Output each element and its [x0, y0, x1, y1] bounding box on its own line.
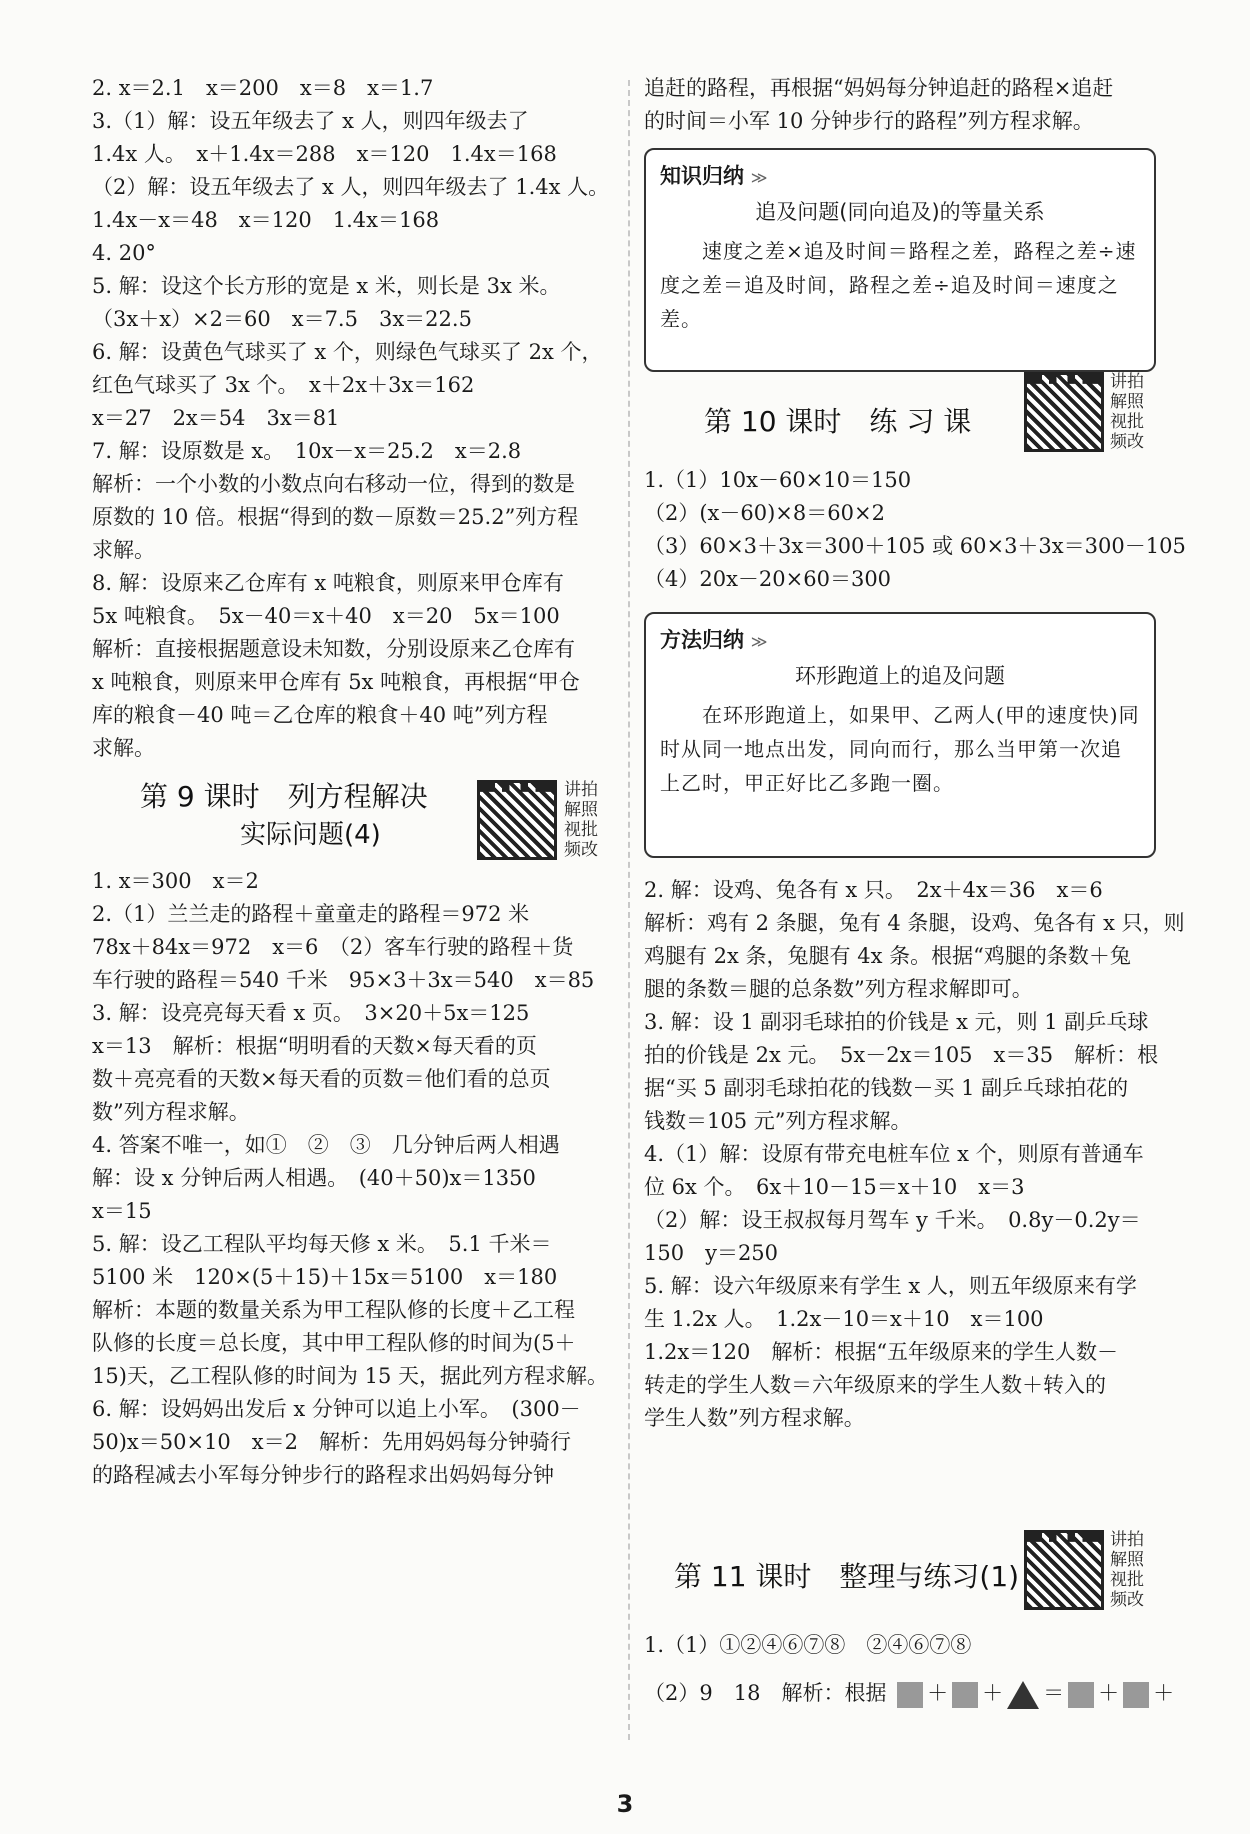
- method-summary-box: [644, 612, 1156, 858]
- text-line: 拍的价钱是 2x 元。 5x－2x＝105 x＝35 解析：根: [644, 1043, 1159, 1067]
- double-chevron-icon: ≫: [750, 168, 768, 187]
- box-label: 方法归纳 ≫: [660, 628, 768, 652]
- text-line: 求解。: [92, 538, 155, 562]
- text-line: 6. 解：设妈妈出发后 x 分钟可以追上小军。 (300－: [92, 1397, 581, 1421]
- text-line: 腿的条数＝腿的总条数”列方程求解即可。: [644, 977, 1033, 1001]
- text-line: 1.2x＝120 解析：根据“五年级原来的学生人数－: [644, 1340, 1119, 1364]
- qr-caption: 讲拍解照视批频改: [1110, 372, 1144, 452]
- text-line: 1.4x－x＝48 x＝120 1.4x＝168: [92, 208, 440, 232]
- text-line: 解析：本题的数量关系为甲工程队修的长度＋乙工程: [92, 1298, 575, 1322]
- box-title: 环形跑道上的追及问题: [795, 664, 1005, 688]
- square-shape-icon: [897, 1682, 923, 1708]
- text-line: 的时间＝小军 10 分钟步行的路程”列方程求解。: [644, 109, 1094, 133]
- text-line: 15)天，乙工程队修的时间为 15 天，据此列方程求解。: [92, 1364, 608, 1388]
- text-line: 3. 解：设 1 副羽毛球拍的价钱是 x 元，则 1 副乒乓球: [644, 1010, 1149, 1034]
- text-line: 3.（1）解：设五年级去了 x 人，则四年级去了: [92, 109, 529, 133]
- text-line: 1.4x 人。 x＋1.4x＝288 x＝120 1.4x＝168: [92, 142, 557, 166]
- text-line: 数”列方程求解。: [92, 1100, 250, 1124]
- qr-code-icon[interactable]: [1024, 1530, 1104, 1610]
- text-line: 2. x＝2.1 x＝200 x＝8 x＝1.7: [92, 76, 434, 100]
- text-line: 队修的长度＝总长度，其中甲工程队修的时间为(5＋: [92, 1331, 576, 1355]
- text-line: 5. 解：设这个长方形的宽是 x 米，则长是 3x 米。: [92, 274, 561, 298]
- text-line: 8. 解：设原来乙仓库有 x 吨粮食，则原来甲仓库有: [92, 571, 564, 595]
- section-11-title: 第 11 课时 整理与练习(1): [674, 1560, 1020, 1593]
- plus-sign: ＋: [927, 1681, 949, 1705]
- text-line: 6. 解：设黄色气球买了 x 个，则绿色气球买了 2x 个，: [92, 340, 603, 364]
- box-title: 追及问题(同向追及)的等量关系: [755, 200, 1045, 224]
- text-line: 的路程减去小军每分钟步行的路程求出妈妈每分钟: [92, 1463, 554, 1487]
- text-line: 4. 20°: [92, 241, 156, 265]
- text-line: 红色气球买了 3x 个。 x＋2x＋3x＝162: [92, 373, 475, 397]
- text-line: 库的粮食－40 吨＝乙仓库的粮食＋40 吨”列方程: [92, 703, 548, 727]
- text-line: 钱数＝105 元”列方程求解。: [644, 1109, 912, 1133]
- text-line: 3. 解：设亮亮每天看 x 页。 3×20＋5x＝125: [92, 1001, 530, 1025]
- text-line: 位 6x 个。 6x＋10－15＝x＋10 x＝3: [644, 1175, 1025, 1199]
- text-line: 50)x＝50×10 x＝2 解析：先用妈妈每分钟骑行: [92, 1430, 571, 1454]
- text-line: 5. 解：设六年级原来有学生 x 人，则五年级原来有学: [644, 1274, 1137, 1298]
- qr-code-icon[interactable]: [477, 780, 557, 860]
- text-line: 解析：直接根据题意设未知数，分别设原来乙仓库有: [92, 637, 575, 661]
- text-line: 4. 答案不唯一，如① ② ③ 几分钟后两人相遇: [92, 1133, 560, 1157]
- text-line: （3）60×3＋3x＝300＋105 或 60×3＋3x＝300－105: [644, 534, 1186, 558]
- knowledge-summary-box: [644, 148, 1156, 372]
- text-line: 鸡腿有 2x 条，兔腿有 4x 条。根据“鸡腿的条数＋兔: [644, 944, 1131, 968]
- text-line: 2.（1）兰兰走的路程＋童童走的路程＝972 米: [92, 902, 530, 926]
- plus-sign: ＋: [982, 1681, 1004, 1705]
- qr-caption: 讲拍解照视批频改: [1110, 1530, 1144, 1610]
- text-line: 5x 吨粮食。 5x－40＝x＋40 x＝20 5x＝100: [92, 604, 560, 628]
- section-9-subtitle: 实际问题(4): [240, 820, 381, 850]
- box-body: 在环形跑道上，如果甲、乙两人(甲的速度快)同时从同一地点出发，同向而行，那么当甲第一次追上乙时，甲正好比乙多跑一圈。: [660, 703, 1140, 795]
- box-body: 速度之差×追及时间＝路程之差，路程之差÷速度之差＝追及时间，路程之差÷追及时间＝速度之差。: [660, 239, 1137, 331]
- double-chevron-icon: ≫: [750, 632, 768, 651]
- text-line: 1. x＝300 x＝2: [92, 869, 259, 893]
- text-line: x＝27 2x＝54 3x＝81: [92, 406, 340, 430]
- qr-caption: 讲拍解照视批频改: [564, 780, 598, 860]
- text-line: x＝15: [92, 1199, 152, 1223]
- text-line: 1.（1）10x－60×10＝150: [644, 468, 912, 492]
- text-line: （2）解：设王叔叔每月驾车 y 千米。 0.8y－0.2y＝: [644, 1208, 1141, 1232]
- text-line: 150 y＝250: [644, 1241, 779, 1265]
- box-label: 知识归纳 ≫: [660, 164, 768, 188]
- text-line: 据“买 5 副羽毛球拍花的钱数－买 1 副乒乓球拍花的: [644, 1076, 1129, 1100]
- text-line: x＝13 解析：根据“明明看的天数×每天看的页: [92, 1034, 537, 1058]
- square-shape-icon: [1068, 1682, 1094, 1708]
- text-line: 原数的 10 倍。根据“得到的数－原数＝25.2”列方程: [92, 505, 579, 529]
- text-line: （4）20x－20×60＝300: [644, 567, 892, 591]
- text-line: 2. 解：设鸡、兔各有 x 只。 2x＋4x＝36 x＝6: [644, 878, 1103, 902]
- text-line: 解析：一个小数的小数点向右移动一位，得到的数是: [92, 472, 575, 496]
- section-10-title: 第 10 课时 练 习 课: [704, 405, 972, 438]
- text-line: 78x＋84x＝972 x＝6 （2）客车行驶的路程＋货: [92, 935, 574, 959]
- square-shape-icon: [1123, 1682, 1149, 1708]
- text-line: （2）解：设五年级去了 x 人，则四年级去了 1.4x 人。: [92, 175, 610, 199]
- qr-code-icon[interactable]: [1024, 372, 1104, 452]
- text-line: 学生人数”列方程求解。: [644, 1406, 865, 1430]
- text-line: x 吨粮食，则原来甲仓库有 5x 吨粮食，再根据“甲仓: [92, 670, 580, 694]
- text-line: 1.（1）①②④⑥⑦⑧ ②④⑥⑦⑧: [644, 1633, 972, 1657]
- text-line: 转走的学生人数＝六年级原来的学生人数＋转入的: [644, 1373, 1106, 1397]
- text-line: 7. 解：设原数是 x。 10x－x＝25.2 x＝2.8: [92, 439, 522, 463]
- page-number: 3: [616, 1790, 634, 1818]
- plus-sign: ＋: [1153, 1681, 1175, 1705]
- text-line: 5100 米 120×(5＋15)＋15x＝5100 x＝180: [92, 1265, 558, 1289]
- text-line: 5. 解：设乙工程队平均每天修 x 米。 5.1 千米＝: [92, 1232, 552, 1256]
- section-9-title: 第 9 课时 列方程解决: [140, 780, 428, 813]
- equals-sign: ＝: [1043, 1681, 1065, 1705]
- plus-sign: ＋: [1098, 1681, 1120, 1705]
- text-line: 解：设 x 分钟后两人相遇。 (40＋50)x＝1350: [92, 1166, 536, 1190]
- text-line: 车行驶的路程＝540 千米 95×3＋3x＝540 x＝85: [92, 968, 595, 992]
- formula-line: [644, 1676, 1174, 1710]
- text-line: 生 1.2x 人。 1.2x－10＝x＋10 x＝100: [644, 1307, 1044, 1331]
- text-line: 解析：鸡有 2 条腿，兔有 4 条腿，设鸡、兔各有 x 只，则: [644, 911, 1185, 935]
- column-divider: [628, 80, 630, 1740]
- text-line: 数＋亮亮看的天数×每天看的页数＝他们看的总页: [92, 1067, 551, 1091]
- text-line: 求解。: [92, 736, 155, 760]
- text-line: （2）(x－60)×8＝60×2: [644, 501, 885, 525]
- text-line: 4.（1）解：设原有带充电桩车位 x 个，则原有普通车: [644, 1142, 1144, 1166]
- formula-prefix: （2）9 18 解析：根据: [644, 1681, 887, 1705]
- text-line: 追赶的路程，再根据“妈妈每分钟追赶的路程×追赶: [644, 76, 1114, 100]
- text-line: （3x＋x）×2＝60 x＝7.5 3x＝22.5: [92, 307, 472, 331]
- triangle-shape-icon: [1007, 1681, 1039, 1709]
- square-shape-icon: [952, 1682, 978, 1708]
